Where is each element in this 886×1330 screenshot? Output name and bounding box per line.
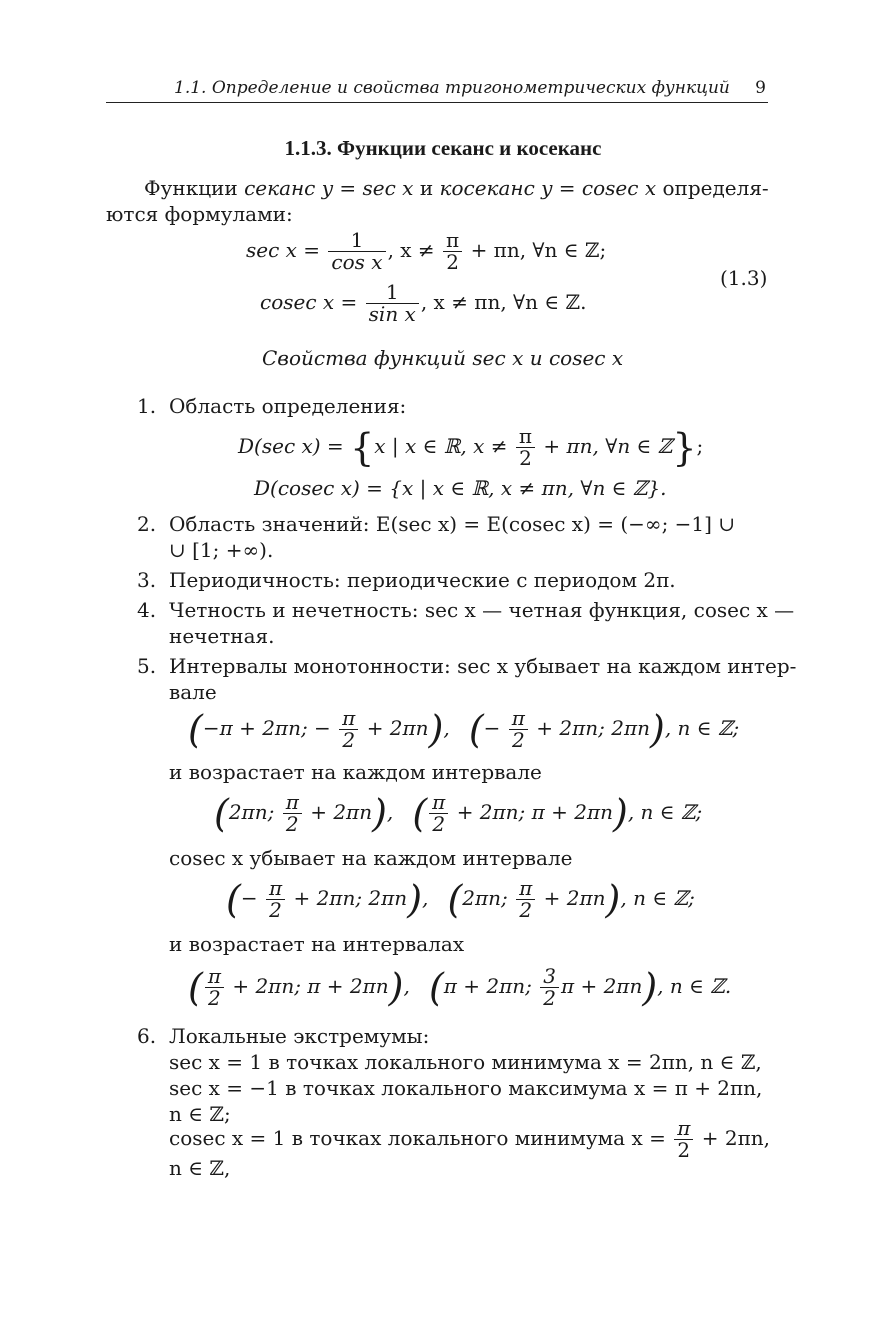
list-item-number: 2.	[137, 512, 157, 536]
condition: , x ≠	[387, 238, 435, 262]
domain-sec-formula	[238, 426, 703, 469]
list-item-text: Интервалы монотонности: sec x убывает на каждом интер-	[169, 654, 797, 678]
list-item-text: нечетная.	[169, 624, 275, 648]
sec-decreasing-intervals	[188, 708, 739, 751]
formula-part: , n ∈ ℤ;	[627, 800, 703, 824]
denominator: 2	[269, 898, 282, 922]
sec-formula	[246, 230, 606, 273]
formula-part: D(sec x) =	[238, 434, 344, 458]
cosec-formula	[260, 282, 586, 325]
term-secant: секанс	[244, 176, 316, 200]
fraction	[429, 792, 448, 835]
formula-part: π + 2πn;	[443, 974, 532, 998]
list-item-text: sec x = −1 в точках локального максимума x = π + 2πn,	[169, 1076, 763, 1100]
list-item-text	[169, 1118, 770, 1161]
formula-part: + πn, ∀n ∈ ℤ	[543, 434, 673, 458]
paren-left: (	[214, 791, 229, 836]
brace-right: }	[672, 425, 697, 470]
list-item-text: Локальные экстремумы:	[169, 1024, 430, 1048]
formula-part: −	[483, 716, 501, 740]
numerator: 1	[366, 282, 419, 304]
fraction	[443, 230, 462, 273]
intro-text: определя-	[662, 176, 769, 200]
running-header	[106, 76, 768, 103]
list-item-text: cosec x убывает на каждом интервале	[169, 846, 573, 870]
numerator: π	[509, 708, 528, 730]
heading-text: и	[529, 346, 543, 370]
running-title: 1.1. Определение и свойства тригонометрических функций	[174, 78, 730, 98]
properties-heading	[262, 346, 623, 370]
condition: + πn, ∀n ∈ ℤ;	[470, 238, 607, 262]
brace-left: {	[350, 425, 375, 470]
domain-cosec-formula: D(cosec x) = {x | x ∈ ℝ, x ≠ πn, ∀n ∈ ℤ}.	[254, 476, 667, 500]
list-item-number: 3.	[137, 568, 157, 592]
paren-left: (	[226, 877, 241, 922]
formula-part: + 2πn; π + 2πn	[456, 800, 614, 824]
heading-formula: cosec x	[548, 346, 624, 370]
formula-part: + 2πn; 2πn	[293, 886, 408, 910]
denominator: 2	[285, 812, 299, 836]
formula-part: 2πn;	[462, 886, 508, 910]
paren-left: (	[188, 965, 203, 1010]
denominator: 2	[446, 250, 459, 274]
denominator: 2	[342, 728, 356, 752]
formula-part: ,	[403, 974, 410, 998]
paren-right: )	[650, 707, 665, 752]
fraction	[509, 708, 528, 751]
formula-part: ,	[386, 800, 394, 824]
numerator: π	[674, 1118, 693, 1140]
equation-number: (1.3)	[720, 266, 768, 290]
formula-part: −	[240, 886, 258, 910]
denominator: 2	[432, 812, 446, 836]
paren-right: )	[372, 791, 387, 836]
list-item-text: n ∈ ℤ;	[169, 1102, 231, 1126]
list-item-text: и возрастает на каждом интервале	[169, 760, 542, 784]
formula-part: , n ∈ ℤ;	[664, 716, 740, 740]
list-item-text: ∪ [1; +∞).	[169, 538, 274, 562]
formula-part: −π + 2πn; −	[202, 716, 331, 740]
cosec-increasing-intervals	[188, 966, 731, 1009]
formula-part: + 2πn,	[701, 1126, 770, 1150]
page-number: 9	[755, 78, 766, 98]
cosec-decreasing-intervals	[226, 878, 695, 921]
intro-text: Функции	[144, 176, 238, 200]
formula-inline: y = cosec x	[541, 176, 657, 200]
formula-part: + 2πn	[310, 800, 373, 824]
heading-text: Свойства функций	[262, 346, 467, 370]
fraction	[674, 1118, 693, 1161]
paren-right: )	[428, 707, 444, 752]
denominator: sin x	[368, 302, 416, 326]
formula-part: ,	[443, 716, 450, 740]
numerator: π	[283, 792, 302, 814]
paren-left: (	[468, 707, 484, 752]
list-item-text: и возрастает на интервалах	[169, 932, 465, 956]
sec-lhs: sec x =	[246, 238, 321, 262]
numerator: 1	[328, 230, 385, 252]
heading-formula: sec x	[472, 346, 524, 370]
formula-part: 2πn;	[228, 800, 275, 824]
numerator: π	[266, 878, 285, 900]
condition: , x ≠ πn, ∀n ∈ ℤ.	[420, 290, 587, 314]
fraction	[205, 966, 224, 1009]
numerator: π	[443, 230, 462, 252]
list-item-number: 6.	[137, 1024, 157, 1048]
denominator: cos x	[331, 250, 383, 274]
list-item-text: sec x = 1 в точках локального минимума x = 2πn, n ∈ ℤ,	[169, 1050, 762, 1074]
formula-part: ,	[422, 886, 429, 910]
formula-inline: y = sec x	[321, 176, 414, 200]
denominator: 2	[677, 1138, 691, 1162]
formula-part: + 2πn; π + 2πn	[232, 974, 389, 998]
list-item-number: 5.	[137, 654, 157, 678]
denominator: 2	[511, 728, 525, 752]
numerator: π	[429, 792, 448, 814]
formula-part: + 2πn; 2πn	[536, 716, 651, 740]
paren-left: (	[447, 877, 463, 922]
list-item-text: Область значений: E(sec x) = E(cosec x) = (−∞; −1] ∪	[169, 512, 736, 536]
formula-part: π + 2πn	[560, 974, 643, 998]
fraction	[328, 230, 385, 273]
paren-right: )	[613, 791, 628, 836]
numerator: π	[516, 878, 535, 900]
fraction	[283, 792, 302, 835]
paren-left: (	[412, 791, 428, 836]
fraction	[366, 282, 419, 325]
formula-part: , n ∈ ℤ.	[657, 974, 732, 998]
formula-part: , n ∈ ℤ;	[620, 886, 695, 910]
paren-right: )	[642, 965, 658, 1010]
list-item-text: Область определения:	[169, 394, 407, 418]
list-item-text: вале	[169, 680, 217, 704]
list-item-text: Четность и нечетность: sec x — четная функция, cosec x —	[169, 598, 795, 622]
list-item-number: 1.	[137, 394, 157, 418]
denominator: 2	[543, 986, 556, 1010]
paren-left: (	[428, 965, 444, 1010]
cosec-lhs: cosec x =	[260, 290, 358, 314]
formula-part: cosec x = 1 в точках локального минимума x =	[169, 1126, 666, 1150]
paren-right: )	[407, 877, 423, 922]
numerator: π	[339, 708, 358, 730]
list-item-text: n ∈ ℤ,	[169, 1156, 231, 1180]
fraction	[339, 708, 358, 751]
list-item-number: 4.	[137, 598, 157, 622]
paren-right: )	[388, 965, 404, 1010]
paren-left: (	[188, 707, 203, 752]
fraction	[516, 426, 535, 469]
fraction	[266, 878, 285, 921]
numerator: π	[205, 966, 224, 988]
fraction	[516, 878, 535, 921]
denominator: 2	[208, 986, 221, 1010]
formula-part: x | x ∈ ℝ, x ≠	[374, 434, 508, 458]
term-cosecant: косеканс	[439, 176, 535, 200]
formula-part: ;	[696, 434, 704, 458]
numerator: π	[516, 426, 535, 448]
paren-right: )	[605, 877, 621, 922]
intro-line-1	[144, 176, 769, 200]
denominator: 2	[519, 446, 532, 470]
fraction	[540, 966, 559, 1009]
denominator: 2	[519, 898, 533, 922]
numerator: 3	[540, 966, 559, 988]
section-title: 1.1.3. Функции секанс и косеканс	[284, 136, 602, 160]
intro-line-2: ются формулами:	[106, 202, 293, 226]
formula-part: + 2πn	[543, 886, 606, 910]
intro-text: и	[419, 176, 434, 200]
formula-part: + 2πn	[366, 716, 429, 740]
sec-increasing-intervals	[214, 792, 702, 835]
list-item-text: Периодичность: периодические с периодом 2π.	[169, 568, 676, 592]
